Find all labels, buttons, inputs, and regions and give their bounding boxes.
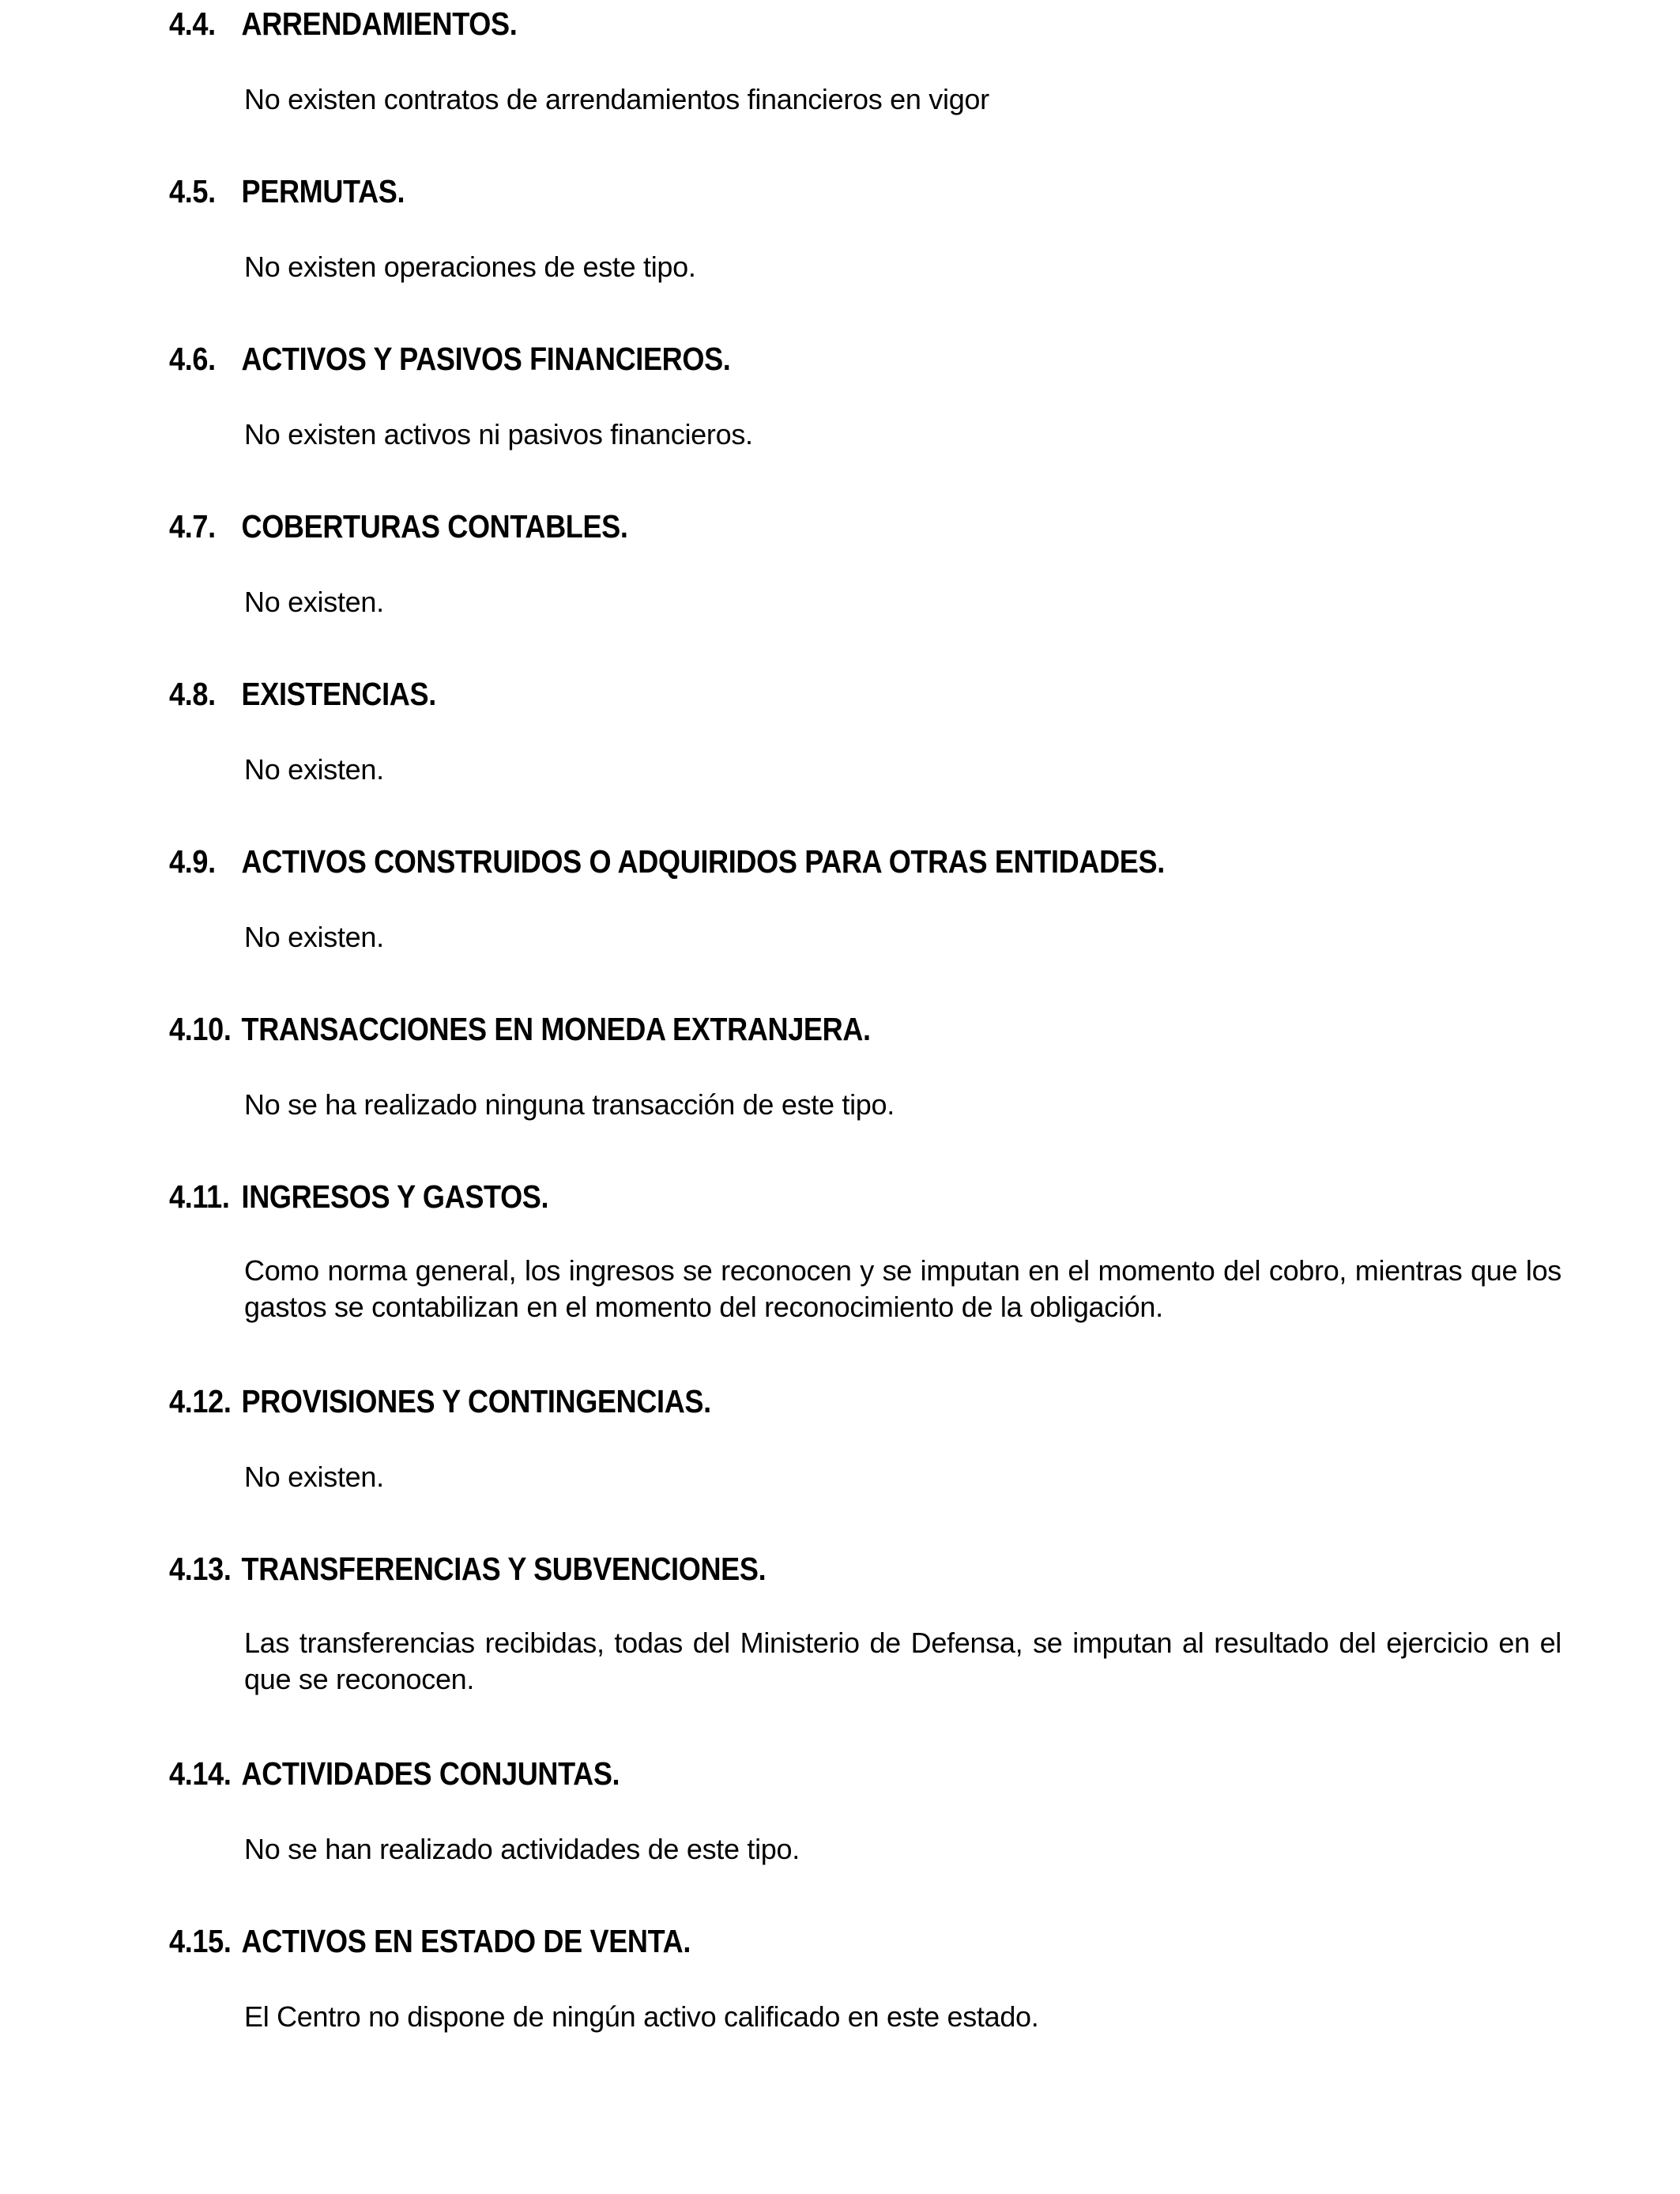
section-title: ACTIVOS Y PASIVOS FINANCIEROS. bbox=[241, 341, 731, 377]
section-number: 4.9. bbox=[169, 843, 216, 880]
section-body: No existen. bbox=[244, 753, 384, 786]
section-number: 4.4. bbox=[169, 6, 216, 42]
section-body: No existen. bbox=[244, 921, 384, 953]
section-title: TRANSFERENCIAS Y SUBVENCIONES. bbox=[241, 1551, 767, 1587]
section-heading bbox=[169, 1378, 711, 1425]
section-body: No existen activos ni pasivos financieros. bbox=[244, 418, 753, 450]
section-number: 4.10. bbox=[169, 1011, 232, 1047]
section-title: COBERTURAS CONTABLES. bbox=[241, 508, 628, 545]
section-title: TRANSACCIONES EN MONEDA EXTRANJERA. bbox=[241, 1011, 871, 1047]
section-heading bbox=[169, 1917, 691, 1965]
section-title: PROVISIONES Y CONTINGENCIAS. bbox=[241, 1383, 711, 1419]
section-number: 4.15. bbox=[169, 1923, 232, 1959]
section-title: INGRESOS Y GASTOS. bbox=[241, 1178, 549, 1215]
section-heading bbox=[169, 1173, 548, 1220]
section-heading bbox=[169, 335, 730, 383]
section-heading bbox=[169, 0, 517, 47]
section-number: 4.14. bbox=[169, 1755, 232, 1792]
section-title: ACTIVOS CONSTRUIDOS O ADQUIRIDOS PARA OTRAS ENTIDADES. bbox=[241, 843, 1165, 880]
section-heading bbox=[169, 168, 405, 215]
section-number: 4.7. bbox=[169, 508, 216, 545]
section-number: 4.11. bbox=[169, 1178, 230, 1215]
section-number: 4.8. bbox=[169, 676, 216, 712]
section-heading bbox=[169, 838, 1165, 885]
section-number: 4.13. bbox=[169, 1551, 232, 1587]
section-body: No se ha realizado ninguna transacción de este tipo. bbox=[244, 1088, 895, 1121]
section-body: No existen. bbox=[244, 1461, 384, 1493]
section-body: Las transferencias recibidas, todas del Ministerio de Defensa, se imputan al resultado del ejercicio en el que se reconocen. bbox=[244, 1627, 1561, 1695]
section-heading bbox=[169, 670, 436, 718]
section-number: 4.12. bbox=[169, 1383, 232, 1419]
section-number: 4.6. bbox=[169, 341, 216, 377]
section-heading bbox=[169, 1750, 620, 1797]
section-heading bbox=[169, 1005, 871, 1053]
section-number: 4.5. bbox=[169, 173, 216, 209]
section-body: Como norma general, los ingresos se reconocen y se imputan en el momento del cobro, mientras que los gastos se contabilizan en el momento del reconocimiento de la obligación. bbox=[244, 1254, 1561, 1323]
section-body: No existen operaciones de este tipo. bbox=[244, 251, 696, 283]
section-title: PERMUTAS. bbox=[241, 173, 405, 209]
section-title: EXISTENCIAS. bbox=[241, 676, 436, 712]
section-body: El Centro no dispone de ningún activo calificado en este estado. bbox=[244, 2000, 1039, 2033]
section-heading bbox=[169, 503, 628, 550]
section-title: ACTIVIDADES CONJUNTAS. bbox=[241, 1755, 620, 1792]
section-title: ARRENDAMIENTOS. bbox=[241, 6, 518, 42]
section-body: No existen. bbox=[244, 586, 384, 618]
section-heading bbox=[169, 1545, 766, 1593]
section-body: No existen contratos de arrendamientos financieros en vigor bbox=[244, 83, 989, 115]
section-title: ACTIVOS EN ESTADO DE VENTA. bbox=[241, 1923, 691, 1959]
section-body: No se han realizado actividades de este tipo. bbox=[244, 1833, 800, 1865]
